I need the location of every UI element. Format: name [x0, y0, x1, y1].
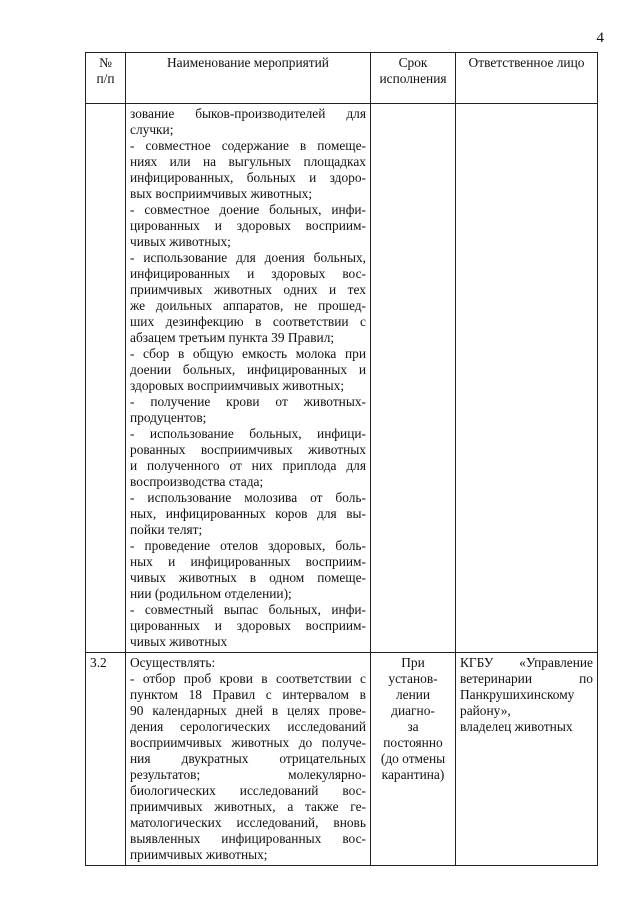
text-line: 90 календарных дней в целях прове- [130, 703, 366, 718]
text-line: чивых животных [130, 634, 228, 649]
table-header-row [86, 53, 598, 104]
text-line: воспроизводства стада; [130, 474, 264, 489]
text-line: зование быков-производителей для [130, 106, 366, 121]
text-line: выявленных инфицированных вос- [130, 831, 366, 846]
text-line: рованных восприимчивых животных [130, 442, 366, 457]
text-line: и полученного от них приплода для [130, 458, 366, 473]
text-line: дения серологических исследований [130, 719, 366, 734]
text-line: ных, инфицированных коров для вы- [130, 506, 366, 521]
text-line: же доильных аппаратов, не прошед- [130, 298, 366, 313]
text-line: Осуществлять: [130, 655, 216, 670]
text-line: - совместное содержание в помеще- [130, 138, 366, 153]
cell-name [126, 653, 371, 866]
text-line: постоянно [383, 735, 443, 750]
text-line: нии (родильном отделении); [130, 586, 292, 601]
cell-term-empty [371, 104, 456, 653]
text-line: приимчивых животных, а также ге- [130, 799, 366, 814]
text-line: ших дезинфекцию в соответствии с [130, 314, 366, 329]
measures-table [85, 52, 598, 866]
cell-number-empty [86, 104, 126, 653]
text-line: (до отмены [380, 751, 446, 766]
cell-number: 3.2 [86, 653, 126, 866]
cell-responsible [456, 653, 598, 866]
text-line: ния двукратных отрицательных [130, 751, 366, 766]
text-line: КГБУ «Управление [460, 655, 593, 670]
text-line: чивых животных; [130, 234, 231, 249]
header-number: № п/п [86, 53, 126, 104]
header-responsible: Ответственное лицо [456, 53, 598, 104]
text-line: - использование молозива от боль- [130, 490, 366, 505]
text-line: - отбор проб крови в соответствии с [130, 671, 366, 686]
table-row-continued [86, 104, 598, 653]
text-line: ниях или на выгульных площадках [130, 154, 366, 169]
text-line: ветеринарии по [460, 671, 593, 686]
text-line: - использование для доения больных, [130, 250, 366, 265]
text-line: ных и инфицированных восприим- [130, 554, 366, 569]
text-line: доении больных, инфицированных и [130, 362, 366, 377]
text-line: карантина) [381, 767, 445, 782]
text-line: приимчивых животных; [130, 847, 268, 862]
text-line: инфицированных, больных и здоро- [130, 170, 366, 185]
text-line: случки; [130, 122, 174, 137]
text-line: вых восприимчивых животных; [130, 186, 313, 201]
text-line: абзацем третьим пункта 39 Правил; [130, 330, 335, 345]
text-line: - проведение отелов здоровых, боль- [130, 538, 366, 553]
text-line: матологических исследований, вновь [130, 815, 366, 830]
text-line: - совместный выпас больных, инфи- [130, 602, 366, 617]
text-line: цированных и здоровых восприим- [130, 618, 366, 633]
text-line: здоровых восприимчивых животных; [130, 378, 345, 393]
cell-name-continued [126, 104, 371, 653]
cell-responsible-empty [456, 104, 598, 653]
text-line: При установ- [388, 655, 438, 686]
text-line: лении диагно- [391, 687, 435, 718]
text-line: пунктом 18 Правил с интервалом в [130, 687, 366, 702]
cell-term [371, 653, 456, 866]
text-line: чивых животных в одном помеще- [130, 570, 366, 585]
text-line: владелец животных [460, 719, 573, 734]
text-line: биологических исследований вос- [130, 783, 366, 798]
text-line: - получение крови от животных- [130, 394, 366, 409]
text-line: восприимчивых животных до получе- [130, 735, 366, 750]
header-term: Срок исполнения [371, 53, 456, 104]
header-name: Наименование мероприятий [126, 53, 371, 104]
text-line: району», [460, 703, 511, 718]
text-line: результатов; молекулярно- [130, 767, 366, 782]
table-row-3-2 [86, 653, 598, 866]
text-line: Панкрушихинскому [460, 687, 575, 702]
text-line: - сбор в общую емкость молока при [130, 346, 366, 361]
text-line: - совместное доение больных, инфи- [130, 202, 366, 217]
page-number: 4 [596, 30, 604, 46]
text-line: продуцентов; [130, 410, 207, 425]
text-line: пойки телят; [130, 522, 203, 537]
text-line: за [407, 719, 419, 734]
text-line: - использование больных, инфици- [130, 426, 366, 441]
text-line: цированных и здоровых восприим- [130, 218, 366, 233]
text-line: инфицированных и здоровых вос- [130, 266, 366, 281]
text-line: приимчивых животных одних и тех [130, 282, 366, 297]
